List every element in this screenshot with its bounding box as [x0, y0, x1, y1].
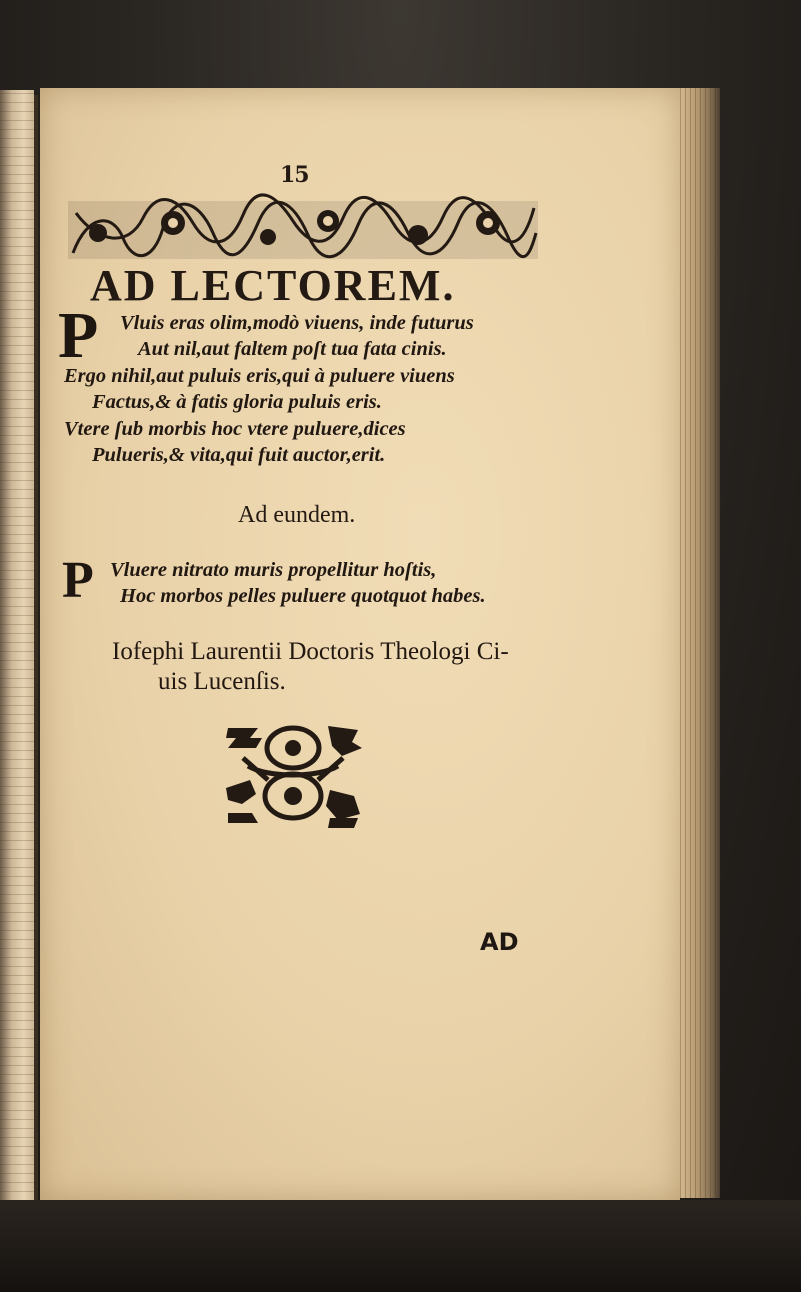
book-page — [40, 88, 680, 1200]
verse-line: Vluere nitrato muris propellitur hoſtis, — [110, 559, 437, 581]
author-line: Iofephi Laurentii Doctoris Theologi Ci- — [112, 638, 509, 665]
woodcut-ornament-band — [68, 193, 538, 263]
fleuron-ornament — [218, 718, 368, 830]
left-page-edge — [0, 90, 34, 1210]
right-page-edges — [680, 88, 720, 1198]
verse-line: Vluis eras olim,modò viuens, inde futurus — [120, 312, 474, 334]
binding-shadow — [34, 95, 38, 1205]
verse-line: Vtere ſub morbis hoc vtere puluere,dices — [64, 418, 406, 440]
drop-cap: P — [62, 552, 94, 609]
verse-line: Hoc morbos pelles puluere quotquot habes. — [120, 585, 486, 607]
verse-line: Ergo nihil,aut puluis eris,qui à puluere viuens — [64, 365, 455, 387]
page-number: 15 — [280, 162, 309, 188]
verse-line: Factus,& à fatis gloria puluis eris. — [92, 391, 382, 413]
drop-cap: P — [58, 299, 99, 372]
verse-line: Pulueris,& vita,qui fuit auctor,erit. — [92, 444, 386, 466]
bottom-shadow — [0, 1200, 801, 1292]
verse-line: Aut nil,aut faltem poſt tua fata cinis. — [138, 338, 447, 360]
author-line: uis Lucenſis. — [158, 668, 286, 695]
page-title: AD LECTOREM. — [90, 261, 456, 310]
subheading: Ad eundem. — [238, 502, 356, 528]
catchword: AD — [480, 928, 519, 956]
